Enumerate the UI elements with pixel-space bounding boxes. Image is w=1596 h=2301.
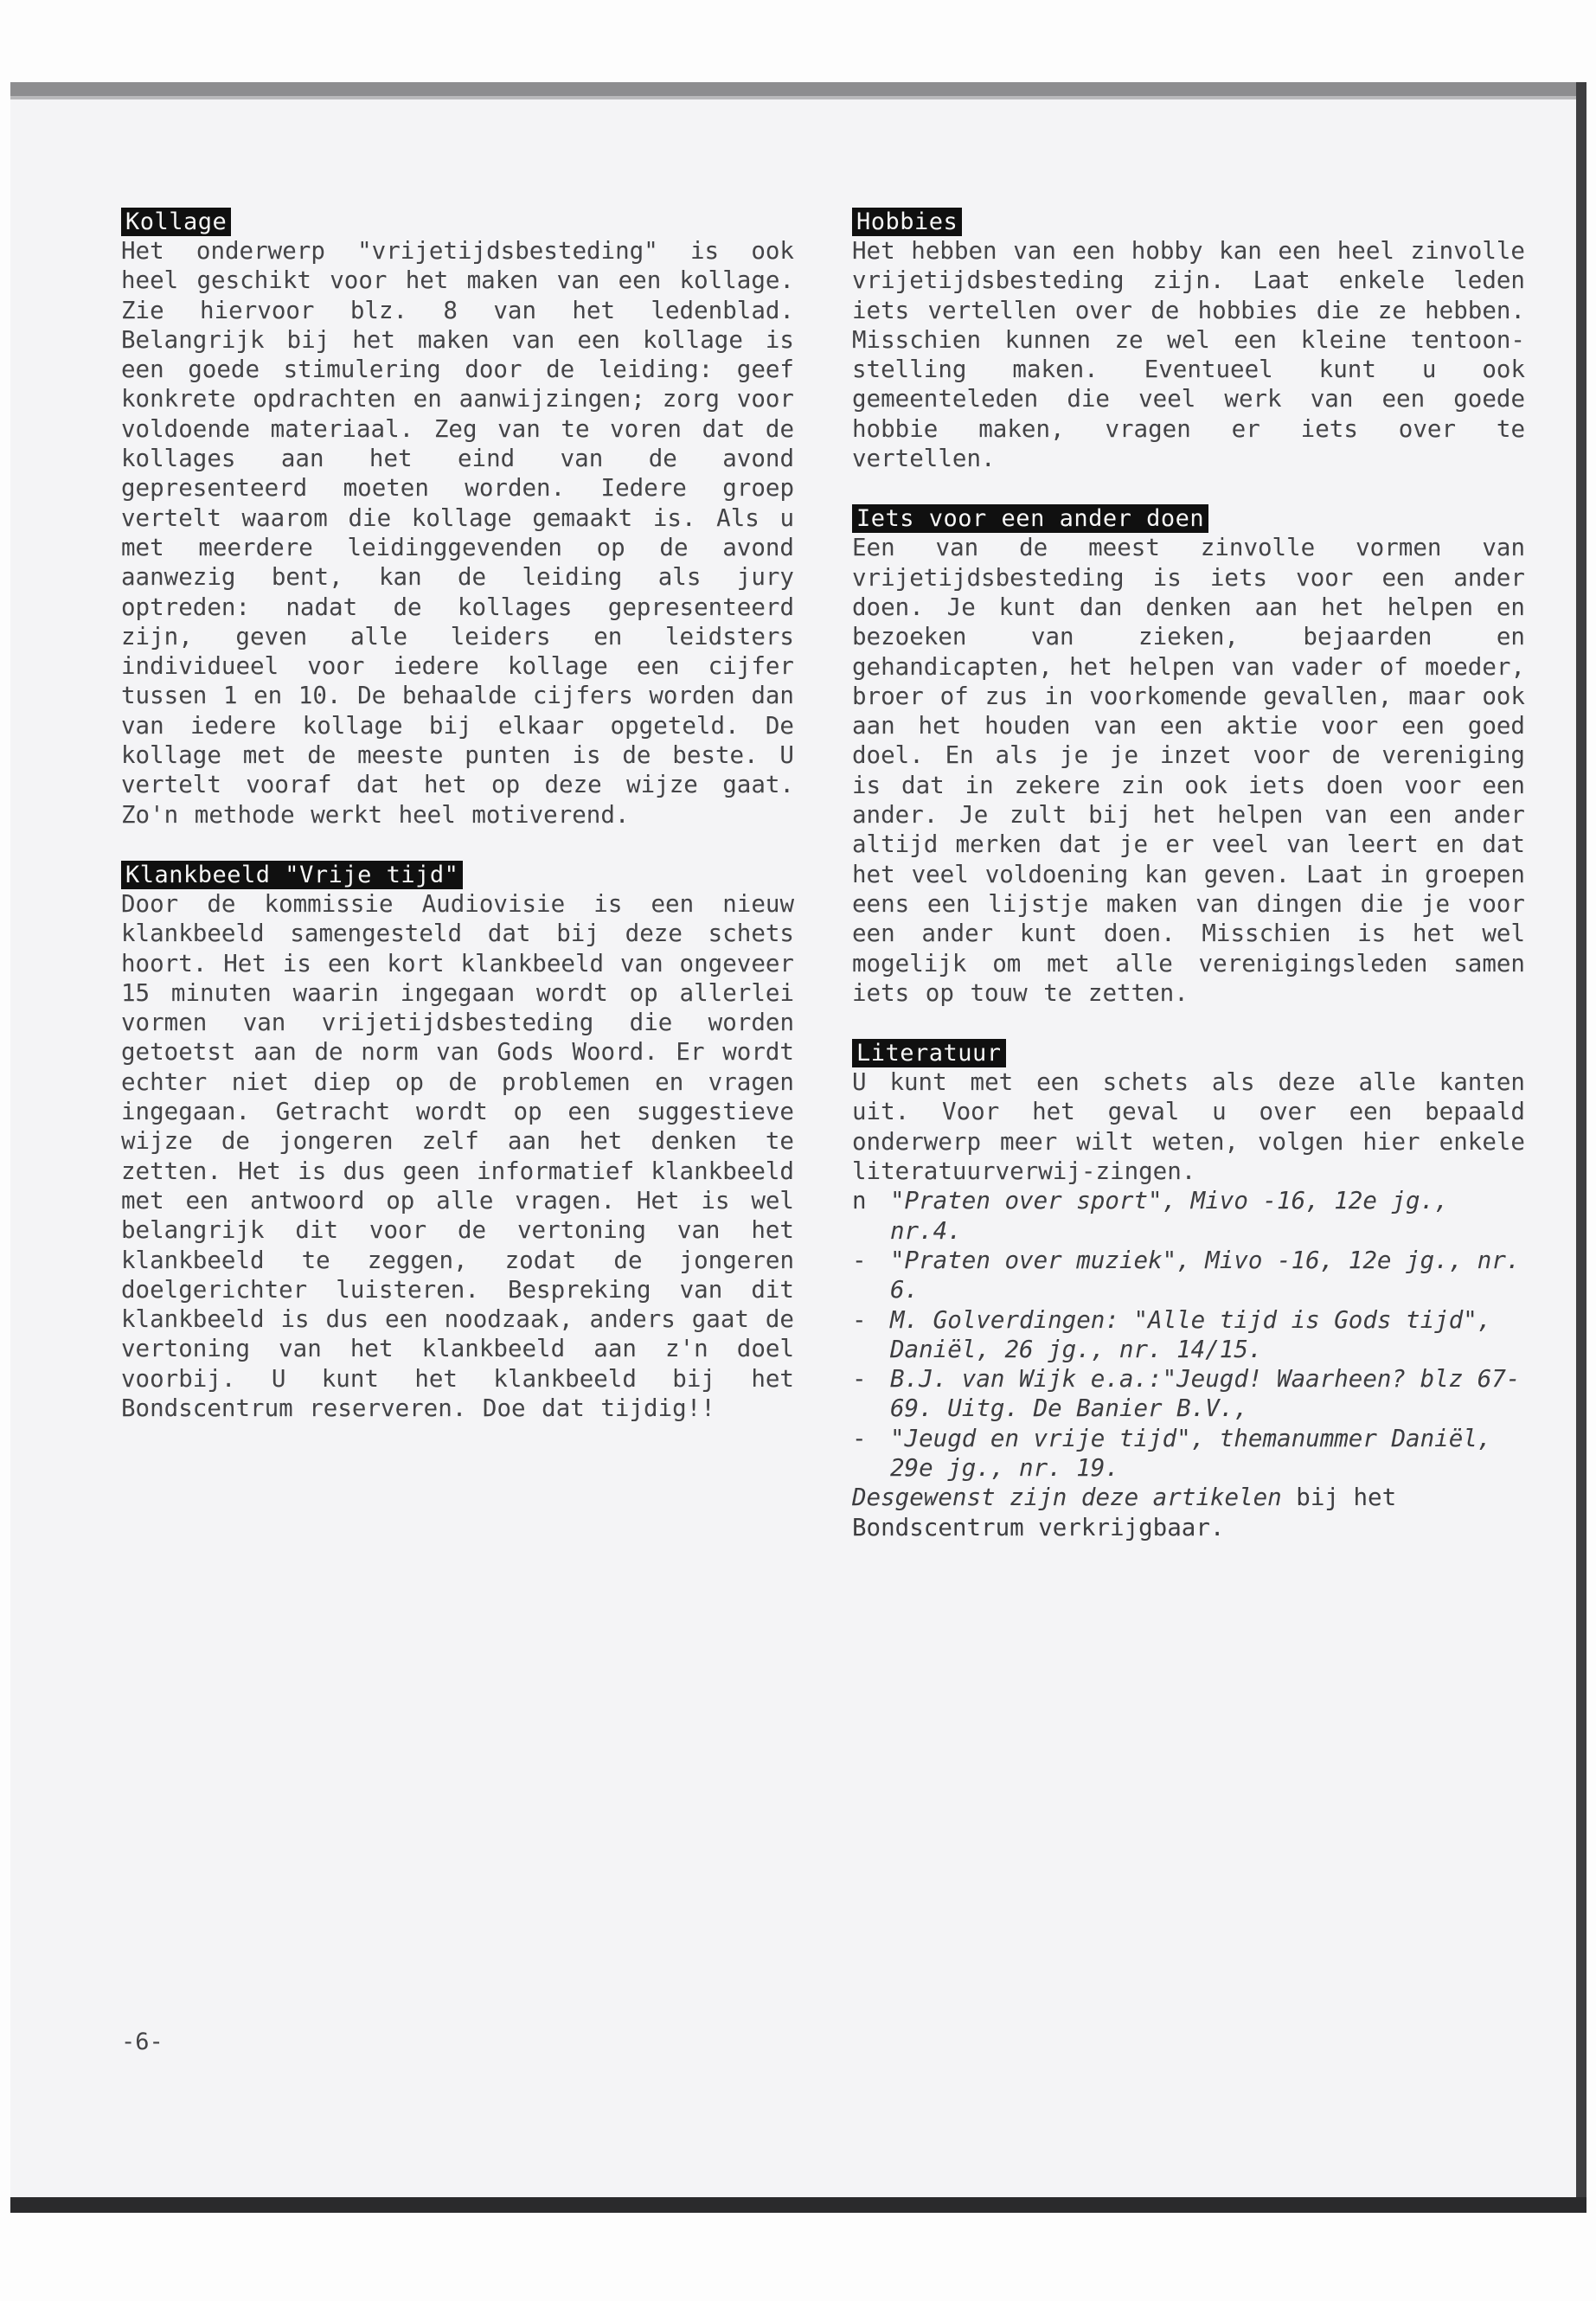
- section-text: Door de kommissie Audiovisie is een nieuw klankbeeld samengesteld dat bij deze schets hoort. Het is een kort klankbeeld van ongeveer 15 minuten waarin ingegaan wordt op allerlei vormen van vrijetijdsbesteding die worden getoetst aan de norm van Gods Woord. Er wordt echter niet diep op de problemen en vragen ingegaan. Getracht wordt op een suggestieve wijze de jongeren zelf aan het denken te zetten. Het is dus geen informatief klankbeeld met een antwoord op alle vragen. Het is wel belangrijk dit voor de vertoning van het klankbeeld te zeggen, zodat de jongeren doelgerichter luisteren. Bespreking van dit klankbeeld is dus een noodzaak, anders gaat de vertoning van het klankbeeld aan z'n doel voorbij. U kunt het klankbeeld bij het Bondscentrum reserveren. Doe dat tijdig!!: [121, 889, 794, 1422]
- section-heading: Literatuur: [852, 1039, 1006, 1067]
- closing-rest: bij het Bondscentrum verkrijgbaar.: [852, 1484, 1397, 1541]
- top-edge-shadow: [10, 96, 1586, 99]
- reference-text: "Praten over muziek", Mivo -16, 12e jg., nr. 6.: [890, 1246, 1521, 1304]
- page-number: -6-: [121, 2029, 163, 2055]
- reference-item: [852, 1424, 1525, 1484]
- reference-item: [852, 1186, 1525, 1246]
- reference-marker: -: [852, 1424, 867, 1452]
- left-column: [121, 208, 794, 1454]
- section-heading: Iets voor een ander doen: [852, 504, 1208, 533]
- bottom-edge-rule: [10, 2197, 1586, 2213]
- right-edge-rule: [1576, 82, 1586, 2212]
- literature-closing: [852, 1483, 1525, 1542]
- section-iets-voor-een-ander-doen: [852, 504, 1525, 1008]
- reference-marker: n: [852, 1187, 867, 1215]
- top-edge-rule: [10, 82, 1586, 96]
- section-text: Een van de meest zinvolle vormen van vrijetijdsbesteding is iets voor een ander doen. Je kunt dan denken aan het helpen en bezoeken van zieken, bejaarden en gehandicapten, het helpen van vader of moeder, broer of zus in voorkomende gevallen, maar ook aan het houden van een aktie voor een goed doel. En als je je inzet voor de vereniging is dat in zekere zin ook iets doen voor een ander. Je zult bij het helpen van een ander altijd merken dat je er veel van leert en dat het veel voldoening kan geven. Laat in groepen eens een lijstje maken van dingen die je voor een ander kunt doen. Misschien is het wel mogelijk om met alle verenigingsleden samen iets op touw te zetten.: [852, 534, 1525, 1007]
- section-text: Het onderwerp "vrijetijdsbesteding" is ook heel geschikt voor het maken van een kollage. Zie hiervoor blz. 8 van het ledenblad. Belangrijk bij het maken van een kollage is een goede stimulering door de leiding: geef konkrete opdrachten en aanwijzingen; zorg voor voldoende materiaal. Zeg van te voren dat de kollages aan het eind van de avond gepresenteerd moeten worden. Iedere groep vertelt waarom die kollage gemaakt is. Als u met meerdere leidinggevenden op de avond aanwezig bent, kan de leiding als jury optreden: nadat de kollages gepresenteerd zijn, geven alle leiders en leidsters individueel voor iedere kollage een cijfer tussen 1 en 10. De behaalde cijfers worden dan van iedere kollage bij elkaar opgeteld. De kollage met de meeste punten is de beste. U vertelt vooraf dat het op deze wijze gaat. Zo'n methode werkt heel motiverend.: [121, 237, 794, 829]
- section-hobbies: [852, 208, 1525, 473]
- reference-text: "Jeugd en vrije tijd", themanummer Daniël, 29e jg., nr. 19.: [890, 1424, 1492, 1482]
- reference-item: [852, 1305, 1525, 1365]
- reference-text: B.J. van Wijk e.a.:"Jeugd! Waarheen? blz 67-69. Uitg. De Banier B.V.,: [890, 1365, 1521, 1423]
- reference-item: [852, 1364, 1525, 1424]
- reference-text: "Praten over sport", Mivo -16, 12e jg., nr.4.: [890, 1187, 1449, 1245]
- section-kollage: [121, 208, 794, 830]
- reference-marker: -: [852, 1246, 867, 1274]
- right-column: [852, 208, 1525, 1574]
- reference-marker: -: [852, 1365, 867, 1394]
- reference-list: [852, 1186, 1525, 1483]
- closing-italic: Desgewenst zijn deze artikelen: [852, 1484, 1282, 1512]
- section-text: Het hebben van een hobby kan een heel zinvolle vrijetijdsbesteding zijn. Laat enkele leden iets vertellen over de hobbies die ze hebben. Misschien kunnen ze wel een kleine tentoon-stelling maken. Eventueel kunt u ook gemeenteleden die veel werk van een goede hobbie maken, vragen er iets over te vertellen.: [852, 237, 1525, 473]
- section-klankbeeld: [121, 861, 794, 1423]
- section-literatuur: [852, 1039, 1525, 1542]
- section-heading: Kollage: [121, 208, 231, 236]
- literature-intro: U kunt met een schets als deze alle kanten uit. Voor het geval u over een bepaald onderwerp meer wilt weten, volgen hier enkele literatuurverwij-zingen.: [852, 1068, 1525, 1186]
- section-heading: Hobbies: [852, 208, 962, 236]
- reference-item: [852, 1246, 1525, 1305]
- reference-marker: -: [852, 1305, 867, 1334]
- reference-text: M. Golverdingen: "Alle tijd is Gods tijd", Daniël, 26 jg., nr. 14/15.: [890, 1305, 1492, 1363]
- section-heading: Klankbeeld "Vrije tijd": [121, 861, 463, 889]
